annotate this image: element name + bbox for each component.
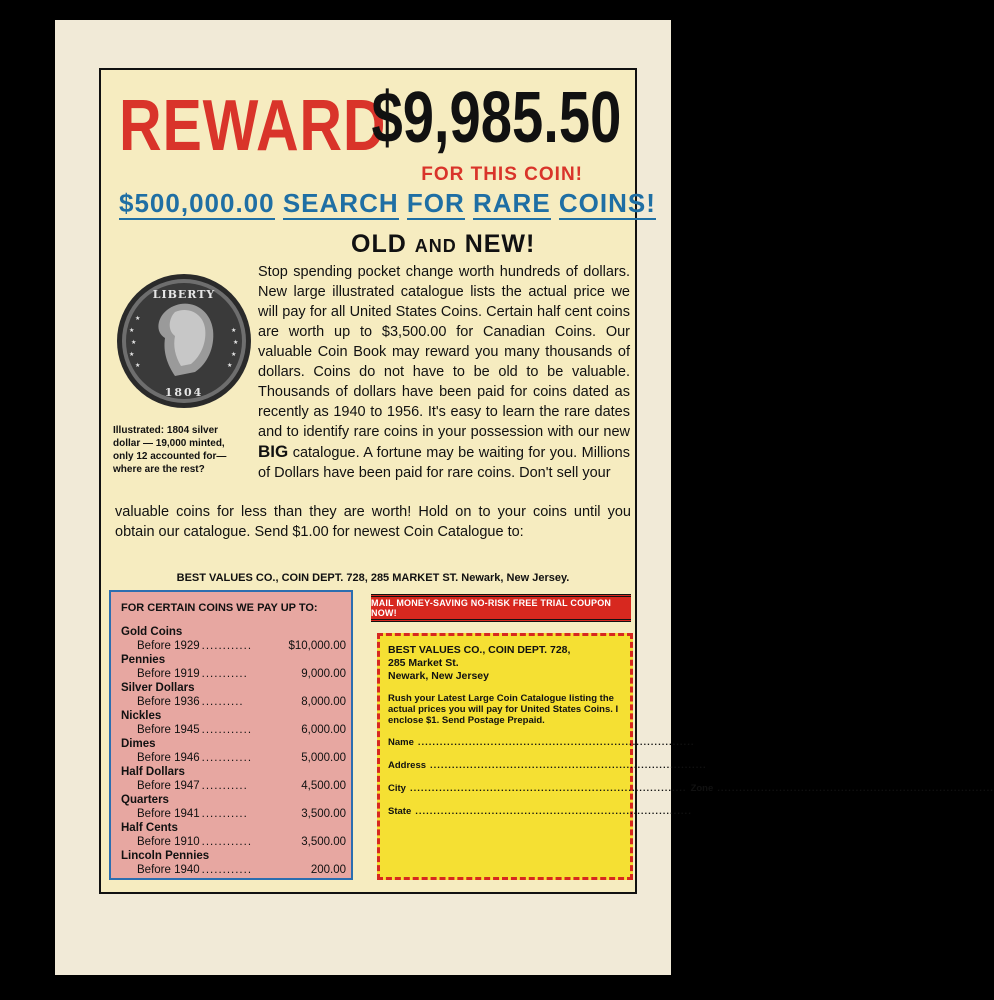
coupon-city: Newark, New Jersey — [388, 670, 489, 682]
svg-text:★: ★ — [131, 339, 137, 346]
price-value: 6,000.00 — [301, 724, 346, 736]
price-row — [121, 751, 346, 766]
coin-advertisement — [99, 68, 994, 894]
coupon-street: 285 Market St. — [388, 657, 459, 669]
new-word: NEW! — [464, 230, 536, 258]
search-word: SEARCH — [282, 188, 399, 218]
price-category: Half Dollars — [121, 766, 185, 778]
price-list-box — [109, 590, 353, 880]
price-dots: ............ — [201, 640, 253, 652]
price-before: Before 1946 — [137, 752, 200, 764]
price-category: Pennies — [121, 654, 166, 666]
name-field[interactable] — [388, 737, 695, 749]
svg-text:★: ★ — [129, 351, 135, 358]
price-dots: ........... — [201, 668, 248, 680]
price-dots: ............ — [201, 836, 253, 848]
svg-text:★: ★ — [231, 351, 237, 358]
city-field[interactable] — [388, 783, 994, 795]
name-dots: ............................................................................ — [417, 737, 695, 748]
city-dots: ............................................................................ — [409, 783, 687, 794]
price-row — [121, 667, 346, 682]
svg-text:★: ★ — [227, 362, 233, 369]
price-before: Before 1947 — [137, 780, 200, 792]
coin-caption: Illustrated: 1804 silver dollar — 19,000 minted, only 12 accounted for—where are the rest? — [113, 425, 227, 475]
price-value: $10,000.00 — [288, 640, 346, 652]
price-dots: ........... — [201, 780, 248, 792]
svg-text:★: ★ — [231, 327, 237, 334]
reward-headline: REWARD — [119, 86, 387, 166]
ad-body-part1: Stop spending pocket change worth hundreds of dollars. New large illustrated catalogue lists the actual price we will pay for all United States Coins. Certain half cent coins are worth up to $3,500.00 for Canadian Coins. Our valuable Coin Book may reward you many thousands of dollars. Coins do not have to be old to be valuable. Thousands of dollars have been paid for coins dated as recently as 1940 to 1956. It's easy to learn the rare dates and to identify rare coins in your possession with our new — [258, 264, 630, 440]
name-label: Name — [388, 737, 414, 748]
reward-amount: $9,985.50 — [371, 78, 621, 158]
search-money: $500,000.00 — [119, 188, 275, 218]
price-before: Before 1929 — [137, 640, 200, 652]
coupon-banner: MAIL MONEY-SAVING NO-RISK FREE TRIAL COUPON NOW! — [371, 594, 631, 622]
svg-text:★: ★ — [135, 315, 141, 322]
price-before: Before 1910 — [137, 836, 200, 848]
coupon-company: BEST VALUES CO., COIN DEPT. 728, — [388, 644, 571, 656]
price-value: 3,500.00 — [301, 836, 346, 848]
state-dots: ............................................................................ — [415, 806, 692, 817]
price-dots: ........... — [201, 808, 248, 820]
price-dots: ............ — [201, 724, 253, 736]
svg-text:★: ★ — [135, 362, 141, 369]
price-value: 5,000.00 — [301, 752, 346, 764]
price-category: Lincoln Pennies — [121, 850, 210, 862]
old-and-new-headline — [351, 230, 535, 259]
search-word: FOR — [406, 188, 465, 218]
address-dots: ............................................................................ — [430, 760, 707, 771]
price-category: Dimes — [121, 738, 156, 750]
price-value: 4,500.00 — [301, 780, 346, 792]
ad-body-text — [258, 262, 630, 483]
price-value: 3,500.00 — [301, 808, 346, 820]
order-coupon[interactable] — [377, 633, 994, 880]
state-label: State — [388, 806, 412, 817]
magazine-back-cover — [55, 20, 994, 975]
coupon-body-text: Rush your Latest Large Coin Catalogue listing the actual prices you will pay for United States Coins. I enclose $1. Send Postage Prepaid. — [388, 693, 619, 726]
old-word: OLD — [351, 230, 407, 258]
coin-year-text: 1804 — [164, 386, 204, 399]
search-word: COINS! — [558, 188, 656, 218]
state-field[interactable] — [388, 806, 692, 818]
price-category: Nickles — [121, 710, 162, 722]
silver-dollar-coin-image — [115, 272, 253, 410]
price-dots: ............ — [201, 864, 253, 876]
zone-dots: ............................................................................ — [717, 783, 994, 794]
price-row — [121, 695, 346, 710]
price-row — [121, 639, 346, 654]
price-category: Silver Dollars — [121, 682, 195, 694]
price-row — [121, 779, 346, 794]
price-before: Before 1945 — [137, 724, 200, 736]
price-value: 9,000.00 — [301, 668, 346, 680]
search-headline — [119, 188, 656, 219]
price-dots: ............ — [201, 752, 253, 764]
price-before: Before 1941 — [137, 808, 200, 820]
big-word: BIG — [258, 442, 289, 461]
price-list-title: FOR CERTAIN COINS WE PAY UP TO: — [121, 602, 318, 614]
svg-text:★: ★ — [233, 339, 239, 346]
price-value: 200.00 — [310, 864, 346, 876]
price-before: Before 1936 — [137, 696, 200, 708]
price-list — [121, 626, 346, 878]
price-category: Half Cents — [121, 822, 178, 834]
search-word: RARE — [472, 188, 551, 218]
ad-body-continued: valuable coins for less than they are worth! Hold on to your coins until you obtain our catalogue. Send $1.00 for newest Coin Catalogue to: — [115, 504, 631, 540]
price-category: Gold Coins — [121, 626, 183, 638]
price-row — [121, 835, 346, 850]
and-word: AND — [414, 236, 457, 256]
address-field[interactable] — [388, 760, 707, 772]
for-this-coin-text: FOR THIS COIN! — [421, 164, 583, 185]
address-label: Address — [388, 760, 427, 771]
coin-liberty-text: LIBERTY — [152, 288, 216, 301]
price-before: Before 1940 — [137, 864, 200, 876]
zone-label: Zone — [690, 783, 714, 794]
price-row — [121, 863, 346, 878]
price-dots: .......... — [201, 696, 244, 708]
price-value: 8,000.00 — [301, 696, 346, 708]
city-label: City — [388, 783, 406, 794]
svg-text:★: ★ — [129, 327, 135, 334]
price-before: Before 1919 — [137, 668, 200, 680]
price-category: Quarters — [121, 794, 169, 806]
price-row — [121, 807, 346, 822]
ad-body-part2: catalogue. A fortune may be waiting for you. Millions of Dollars have been paid for rare coins. Don't sell your — [258, 445, 631, 481]
company-address: BEST VALUES CO., COIN DEPT. 728, 285 MARKET ST. Newark, New Jersey. — [176, 572, 570, 584]
price-row — [121, 723, 346, 738]
